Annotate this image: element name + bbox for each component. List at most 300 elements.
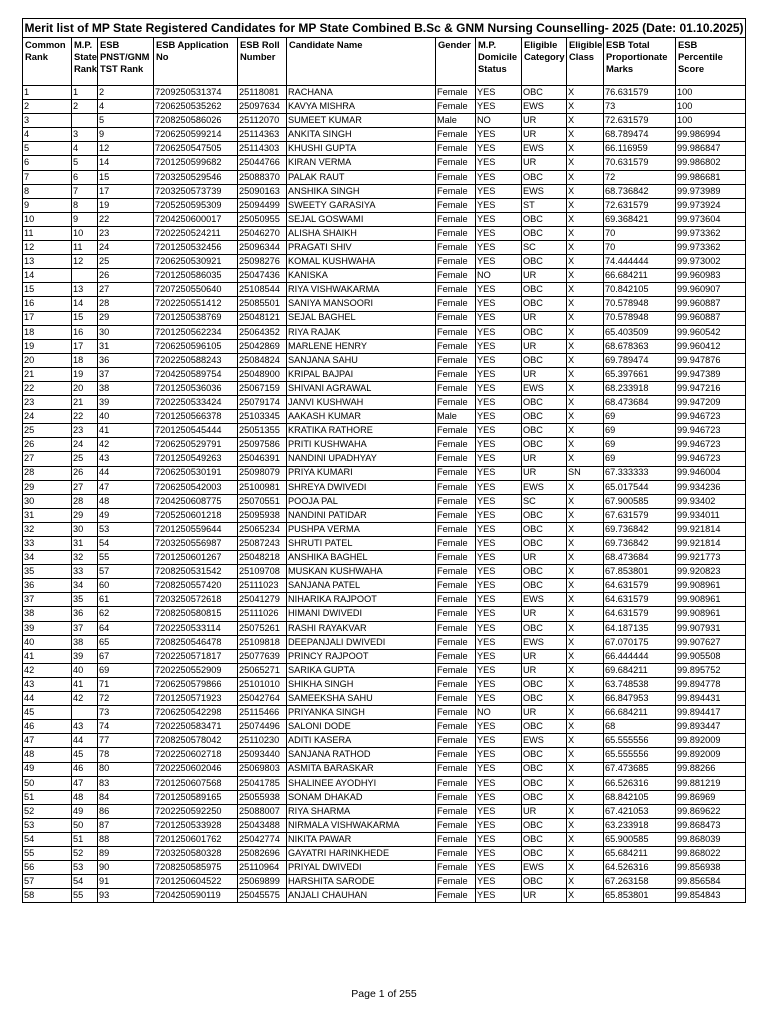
table-cell: 99.893447 <box>676 720 746 734</box>
table-cell: Female <box>436 226 476 240</box>
table-cell: YES <box>476 494 522 508</box>
table-cell: 49 <box>72 804 98 818</box>
table-cell: X <box>567 677 604 691</box>
table-cell: 25046391 <box>238 452 287 466</box>
table-cell: 63.233918 <box>604 818 676 832</box>
table-cell: 54 <box>72 875 98 889</box>
table-cell: 7206250542298 <box>154 706 238 720</box>
table-cell: SHREYA DWIVEDI <box>287 480 436 494</box>
table-cell: X <box>567 790 604 804</box>
table-cell: 25103345 <box>238 410 287 424</box>
table-cell: 56 <box>23 861 72 875</box>
table-cell: 21 <box>23 367 72 381</box>
table-cell: 25115466 <box>238 706 287 720</box>
column-header: M.P. State Rank <box>72 38 98 86</box>
table-cell: X <box>567 325 604 339</box>
table-cell: YES <box>476 537 522 551</box>
table-cell: SUMEET KUMAR <box>287 114 436 128</box>
table-cell: 70.842105 <box>604 283 676 297</box>
table-cell: 4 <box>98 100 154 114</box>
table-cell: UR <box>522 706 567 720</box>
table-cell: 99.946723 <box>676 424 746 438</box>
table-cell: 22 <box>98 212 154 226</box>
table-row <box>23 381 746 395</box>
table-row <box>23 649 746 663</box>
table-cell: 7203250572618 <box>154 593 238 607</box>
table-cell: 39 <box>23 621 72 635</box>
table-cell: 7201250607568 <box>154 776 238 790</box>
table-cell: 77 <box>98 734 154 748</box>
table-cell: 99.892009 <box>676 734 746 748</box>
table-cell: OBC <box>522 255 567 269</box>
table-cell: X <box>567 593 604 607</box>
table-cell: 55 <box>23 847 72 861</box>
table-cell: 73 <box>98 706 154 720</box>
table-cell: 25084824 <box>238 353 287 367</box>
table-cell: 5 <box>23 142 72 156</box>
table-cell: 7206250547505 <box>154 142 238 156</box>
table-cell: 12 <box>23 241 72 255</box>
table-cell: 7202250592250 <box>154 804 238 818</box>
table-cell: 72.631579 <box>604 114 676 128</box>
table-cell: 53 <box>72 861 98 875</box>
table-cell: X <box>567 818 604 832</box>
table-cell: X <box>567 226 604 240</box>
table-cell: YES <box>476 776 522 790</box>
table-cell: KAVYA MISHRA <box>287 100 436 114</box>
table-cell: X <box>567 339 604 353</box>
table-cell: 7202250571817 <box>154 649 238 663</box>
table-row <box>23 128 746 142</box>
table-cell: X <box>567 776 604 790</box>
table-cell: 67.853801 <box>604 565 676 579</box>
table-cell: 25111023 <box>238 579 287 593</box>
table-cell: 7205250601218 <box>154 508 238 522</box>
table-cell: 7206250535262 <box>154 100 238 114</box>
table-cell: 68.473684 <box>604 396 676 410</box>
table-cell: SN <box>567 466 604 480</box>
table-cell: 99.921773 <box>676 551 746 565</box>
column-header: ESB Roll Number <box>238 38 287 86</box>
table-cell: YES <box>476 635 522 649</box>
table-cell: Female <box>436 522 476 536</box>
table-cell: RIYA RAJAK <box>287 325 436 339</box>
table-cell: 7208250580815 <box>154 607 238 621</box>
table-row <box>23 847 746 861</box>
table-cell: 90 <box>98 861 154 875</box>
table-cell: 25088370 <box>238 170 287 184</box>
table-row <box>23 339 746 353</box>
table-cell: 99.986681 <box>676 170 746 184</box>
table-row <box>23 212 746 226</box>
table-cell: 7201250571923 <box>154 692 238 706</box>
table-cell: 67.070175 <box>604 635 676 649</box>
table-cell: HIMANI DWIVEDI <box>287 607 436 621</box>
table-cell: 39 <box>72 649 98 663</box>
table-cell: GAYATRI HARINKHEDE <box>287 847 436 861</box>
table-cell: 99.960887 <box>676 297 746 311</box>
table-cell: 47 <box>98 480 154 494</box>
table-cell: Female <box>436 537 476 551</box>
table-cell: 29 <box>23 480 72 494</box>
table-cell: SARIKA GUPTA <box>287 663 436 677</box>
table-cell: 57 <box>98 565 154 579</box>
table-row <box>23 241 746 255</box>
table-cell: MARLENE HENRY <box>287 339 436 353</box>
table-cell: NANDINI UPADHYAY <box>287 452 436 466</box>
table-cell: 25042869 <box>238 339 287 353</box>
table-cell: 25070551 <box>238 494 287 508</box>
table-row <box>23 818 746 832</box>
table-cell: UR <box>522 114 567 128</box>
table-cell: 100 <box>676 114 746 128</box>
table-cell: OBC <box>522 410 567 424</box>
table-cell: Female <box>436 692 476 706</box>
table-cell: YES <box>476 720 522 734</box>
table-cell: ALISHA SHAIKH <box>287 226 436 240</box>
table-body <box>23 86 746 903</box>
table-cell: Female <box>436 875 476 889</box>
table-cell: 7206250542003 <box>154 480 238 494</box>
table-cell: Female <box>436 889 476 903</box>
table-cell: 7208250586026 <box>154 114 238 128</box>
table-cell: YES <box>476 325 522 339</box>
table-cell: Female <box>436 804 476 818</box>
table-cell: 50 <box>72 818 98 832</box>
table-cell: 7201250601267 <box>154 551 238 565</box>
table-cell: 7205250595309 <box>154 198 238 212</box>
table-cell: 7208250578042 <box>154 734 238 748</box>
table-cell: 25114363 <box>238 128 287 142</box>
table-cell: 86 <box>98 804 154 818</box>
table-cell: 25043488 <box>238 818 287 832</box>
table-cell: 7201250536036 <box>154 381 238 395</box>
table-cell: KOMAL KUSHWAHA <box>287 255 436 269</box>
table-cell: Male <box>436 410 476 424</box>
table-cell: X <box>567 579 604 593</box>
table-cell: 67.421053 <box>604 804 676 818</box>
table-cell: 80 <box>98 762 154 776</box>
table-cell: 36 <box>98 353 154 367</box>
table-cell: 7202250533114 <box>154 621 238 635</box>
table-cell: Female <box>436 212 476 226</box>
table-cell: ANSHIKA SINGH <box>287 184 436 198</box>
table-cell: 68 <box>604 720 676 734</box>
table-cell: 46 <box>23 720 72 734</box>
table-cell: 50 <box>23 776 72 790</box>
table-cell: X <box>567 748 604 762</box>
table-cell: 2 <box>98 86 154 100</box>
table-cell: Female <box>436 142 476 156</box>
table-row <box>23 776 746 790</box>
table-cell: 53 <box>98 522 154 536</box>
table-cell: X <box>567 170 604 184</box>
table-cell: OBC <box>522 762 567 776</box>
table-row <box>23 706 746 720</box>
table-cell: 25101010 <box>238 677 287 691</box>
table-cell: 25046270 <box>238 226 287 240</box>
table-cell: EWS <box>522 593 567 607</box>
table-cell: Female <box>436 128 476 142</box>
table-cell: UR <box>522 551 567 565</box>
table-cell: 68.789474 <box>604 128 676 142</box>
table-row <box>23 156 746 170</box>
table-cell: 19 <box>23 339 72 353</box>
table-cell: OBC <box>522 537 567 551</box>
table-cell: 72 <box>98 692 154 706</box>
table-cell: Female <box>436 649 476 663</box>
table-cell: 37 <box>98 367 154 381</box>
table-cell: 7203250556987 <box>154 537 238 551</box>
table-cell: UR <box>522 367 567 381</box>
table-cell: PALAK RAUT <box>287 170 436 184</box>
table-cell: OBC <box>522 226 567 240</box>
table-cell: OBC <box>522 832 567 846</box>
table-cell: 7203250573739 <box>154 184 238 198</box>
table-cell: 4 <box>23 128 72 142</box>
column-header: ESB Total Proportionate Marks <box>604 38 676 86</box>
table-cell: OBC <box>522 720 567 734</box>
table-cell: YES <box>476 339 522 353</box>
table-cell: YES <box>476 565 522 579</box>
table-row <box>23 720 746 734</box>
table-cell: YES <box>476 804 522 818</box>
table-cell: Female <box>436 156 476 170</box>
table-cell: Female <box>436 353 476 367</box>
table-row <box>23 297 746 311</box>
table-cell: UR <box>522 128 567 142</box>
table-cell: 25111026 <box>238 607 287 621</box>
table-row <box>23 804 746 818</box>
table-cell: 7208250531542 <box>154 565 238 579</box>
table-cell: SONAM DHAKAD <box>287 790 436 804</box>
table-row <box>23 255 746 269</box>
table-row <box>23 311 746 325</box>
table-cell: YES <box>476 847 522 861</box>
table-cell: 7204250589754 <box>154 367 238 381</box>
table-cell: SC <box>522 494 567 508</box>
table-cell: 99.93402 <box>676 494 746 508</box>
table-cell: 30 <box>23 494 72 508</box>
table-cell: 7201250604522 <box>154 875 238 889</box>
table-cell: 25095938 <box>238 508 287 522</box>
table-cell: YES <box>476 593 522 607</box>
table-cell: Female <box>436 480 476 494</box>
table-cell: 70 <box>604 226 676 240</box>
table-cell: 33 <box>72 565 98 579</box>
table-cell: OBC <box>522 325 567 339</box>
table-cell: 42 <box>98 438 154 452</box>
table-row <box>23 269 746 283</box>
table-cell: 46 <box>72 762 98 776</box>
table-cell: Female <box>436 593 476 607</box>
table-cell: X <box>567 283 604 297</box>
table-cell: YES <box>476 311 522 325</box>
table-cell: ST <box>522 198 567 212</box>
table-row <box>23 861 746 875</box>
table-cell: 7206250596105 <box>154 339 238 353</box>
table-cell: Female <box>436 311 476 325</box>
table-cell: 5 <box>98 114 154 128</box>
table-cell: X <box>567 663 604 677</box>
table-cell: 7202250533424 <box>154 396 238 410</box>
table-cell: 48 <box>72 790 98 804</box>
table-cell: 68.473684 <box>604 551 676 565</box>
table-cell: 26 <box>23 438 72 452</box>
table-cell: 7201250549263 <box>154 452 238 466</box>
table-cell: ANKITA SINGH <box>287 128 436 142</box>
table-cell: EWS <box>522 734 567 748</box>
table-row <box>23 466 746 480</box>
table-cell: Female <box>436 241 476 255</box>
table-cell: 36 <box>23 579 72 593</box>
table-cell: 14 <box>23 269 72 283</box>
table-cell: Female <box>436 818 476 832</box>
table-cell: PRIYA KUMARI <box>287 466 436 480</box>
table-cell: 66.116959 <box>604 142 676 156</box>
table-cell: 25108544 <box>238 283 287 297</box>
table-cell: OBC <box>522 790 567 804</box>
table-cell: OBC <box>522 438 567 452</box>
table-cell: ASMITA BARASKAR <box>287 762 436 776</box>
table-cell: 69.736842 <box>604 537 676 551</box>
column-header: Gender <box>436 38 476 86</box>
table-cell: 99.894417 <box>676 706 746 720</box>
table-cell: 66.526316 <box>604 776 676 790</box>
table-cell <box>72 269 98 283</box>
table-cell: 7203250580328 <box>154 847 238 861</box>
table-cell <box>72 706 98 720</box>
table-cell: ANJALI CHAUHAN <box>287 889 436 903</box>
table-cell: 7201250589165 <box>154 790 238 804</box>
table-cell: 99.986802 <box>676 156 746 170</box>
table-cell: 27 <box>72 480 98 494</box>
table-cell: EWS <box>522 184 567 198</box>
table-cell: 65.403509 <box>604 325 676 339</box>
table-cell: NIHARIKA RAJPOOT <box>287 593 436 607</box>
table-cell: Female <box>436 255 476 269</box>
table-cell: OBC <box>522 297 567 311</box>
table-cell: 5 <box>72 156 98 170</box>
table-cell: 84 <box>98 790 154 804</box>
table-cell: 38 <box>98 381 154 395</box>
table-cell: 57 <box>23 875 72 889</box>
table-cell: Female <box>436 551 476 565</box>
table-row <box>23 875 746 889</box>
table-cell: 7206250599214 <box>154 128 238 142</box>
table-cell: 58 <box>23 889 72 903</box>
table-cell: Female <box>436 381 476 395</box>
table-cell: 67.631579 <box>604 508 676 522</box>
table-cell: 25067159 <box>238 381 287 395</box>
table-cell: 70 <box>604 241 676 255</box>
table-cell: 99.868022 <box>676 847 746 861</box>
table-row <box>23 283 746 297</box>
table-cell: OBC <box>522 565 567 579</box>
table-cell: 67.473685 <box>604 762 676 776</box>
table-cell: 69.789474 <box>604 353 676 367</box>
table-cell: 99.947209 <box>676 396 746 410</box>
table-cell: 7201250532456 <box>154 241 238 255</box>
table-row <box>23 396 746 410</box>
table-cell: 35 <box>72 593 98 607</box>
table-cell: 65.853801 <box>604 889 676 903</box>
table-cell: 65.555556 <box>604 748 676 762</box>
table-cell: X <box>567 522 604 536</box>
table-cell: Female <box>436 720 476 734</box>
column-header: Eligible Class <box>567 38 604 86</box>
table-cell: Female <box>436 861 476 875</box>
table-cell: 7207250550640 <box>154 283 238 297</box>
column-header: M.P. Domicile Status <box>476 38 522 86</box>
table-cell: 60 <box>98 579 154 593</box>
table-cell: 99.934236 <box>676 480 746 494</box>
table-cell: Female <box>436 100 476 114</box>
table-cell: KIRAN VERMA <box>287 156 436 170</box>
table-cell: Female <box>436 776 476 790</box>
table-cell: 78 <box>98 748 154 762</box>
table-cell: 25112070 <box>238 114 287 128</box>
table-cell: Female <box>436 734 476 748</box>
table-row <box>23 480 746 494</box>
table-cell: PRINCY RAJPOOT <box>287 649 436 663</box>
merit-list-sheet <box>22 18 745 903</box>
table-row <box>23 551 746 565</box>
table-cell: 99.973604 <box>676 212 746 226</box>
table-cell: 9 <box>72 212 98 226</box>
table-cell: Female <box>436 269 476 283</box>
table-cell: YES <box>476 255 522 269</box>
table-cell: 25118081 <box>238 86 287 100</box>
table-cell: 38 <box>72 635 98 649</box>
table-cell: 7208250546478 <box>154 635 238 649</box>
table-cell: NANDINI PATIDAR <box>287 508 436 522</box>
table-cell: X <box>567 762 604 776</box>
table-cell: 35 <box>23 565 72 579</box>
table-cell: 64 <box>98 621 154 635</box>
table-cell: Female <box>436 466 476 480</box>
column-header: ESB PNST/GNM TST Rank <box>98 38 154 86</box>
table-cell: YES <box>476 353 522 367</box>
table-cell: 71 <box>98 677 154 691</box>
table-cell: Female <box>436 367 476 381</box>
table-cell: 64.526316 <box>604 861 676 875</box>
table-cell: 52 <box>72 847 98 861</box>
table-cell: X <box>567 396 604 410</box>
table-cell: 65.900585 <box>604 832 676 846</box>
table-cell: PRITI KUSHWAHA <box>287 438 436 452</box>
table-cell: X <box>567 198 604 212</box>
table-cell: UR <box>522 269 567 283</box>
table-cell: 24 <box>98 241 154 255</box>
table-cell: PRIYAL DWIVEDI <box>287 861 436 875</box>
table-cell: KRATIKA RATHORE <box>287 424 436 438</box>
table-cell: 25051355 <box>238 424 287 438</box>
table-cell: 63.748538 <box>604 677 676 691</box>
table-cell: 48 <box>23 748 72 762</box>
table-cell: 99.88266 <box>676 762 746 776</box>
table-cell: YES <box>476 875 522 889</box>
table-cell: OBC <box>522 86 567 100</box>
table-cell: 99.947216 <box>676 381 746 395</box>
table-cell: Female <box>436 748 476 762</box>
table-cell: X <box>567 706 604 720</box>
table-cell: YES <box>476 607 522 621</box>
table-cell: 32 <box>72 551 98 565</box>
table-cell: 65.017544 <box>604 480 676 494</box>
table-cell: 51 <box>23 790 72 804</box>
table-cell: 24 <box>72 438 98 452</box>
